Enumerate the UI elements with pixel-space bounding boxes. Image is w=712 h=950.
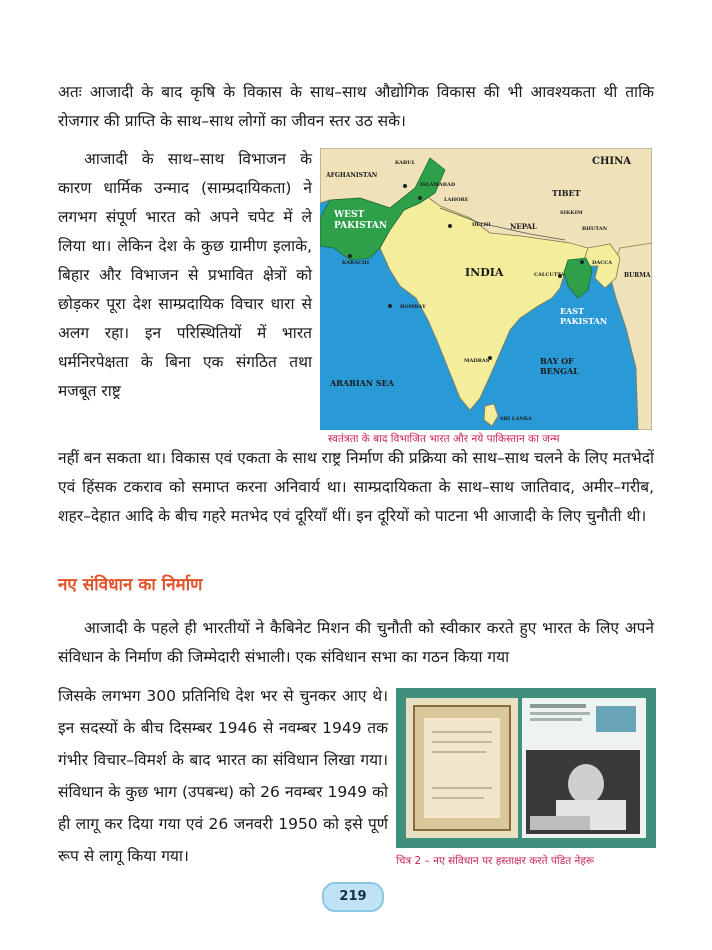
map-label-calcutta: CALCUTTA: [534, 272, 565, 278]
map-label-madras: MADRAS: [464, 358, 490, 364]
map-label-arabian-sea: ARABIAN SEA: [330, 378, 394, 388]
map-label-lahore: LAHORE: [444, 197, 469, 203]
map-label-dacca: DACCA: [592, 260, 613, 266]
map-label-delhi: DELHI: [472, 222, 491, 228]
map-label-kabul: KABUL: [395, 160, 416, 166]
map-label-afghanistan: AFGHANISTAN: [326, 172, 378, 179]
constitution-paragraph-part2: जिसके लगभग 300 प्रतिनिधि देश भर से चुनकर आए थे। इन सदस्यों के बीच दिसम्बर 1946 से नवम्बर 1949 तक गंभीर विचार–विमर्श के बाद भारत का संविधान लिखा गया। संविधान के कुछ भाग (उपबन्ध) को 26 नवम्बर 1949 को ही लागू कर दिया गया एवं 26 जनवरी 1950 को इसे पूर्ण रूप से लागू किया गया।: [58, 687, 388, 865]
map-label-islamabad: ISLAMABAD: [420, 182, 456, 188]
map-label-east-pakistan: EAST PAKISTAN: [560, 306, 608, 326]
section-heading: नए संविधान का निर्माण: [58, 575, 203, 595]
partition-paragraph-part1: आजादी के साथ–साथ विभाजन के कारण धार्मिक उन्माद (साम्प्रदायिकता) ने लगभग संपूर्ण भारत को अपने चपेट में ले लिया था। लेकिन देश के कुछ ग्रामीण इलाके, बिहार और विभाजन से प्रभावित क्षेत्रों को छोड़कर पूरा देश साम्प्रदायिक विचार धारा से अलग रहा। इन परिस्थितियों में भारत धर्मनिरपेक्षता के बिना एक संगठित तथा मजबूत राष्ट्र: [58, 150, 312, 400]
map-label-burma: BURMA: [624, 272, 651, 279]
photo-caption: चित्र 2 – नए संविधान पर हस्ताक्षर करते पंडित नेहरू: [396, 855, 595, 867]
map-label-tibet: TIBET: [552, 188, 581, 198]
page-number: 219: [322, 882, 384, 912]
intro-paragraph: अतः आजादी के बाद कृषि के विकास के साथ–साथ औद्योगिक विकास की भी आवश्यकता थी ताकि रोजगार की प्राप्ति के साथ–साथ लोगों का जीवन स्तर उठ सके।: [58, 83, 654, 130]
map-label-bombay: BOMBAY: [400, 304, 426, 310]
map-label-china: CHINA: [592, 156, 631, 167]
map-label-india: INDIA: [465, 266, 504, 279]
partition-map: [320, 148, 652, 430]
map-label-west-pakistan: WEST PAKISTAN: [334, 210, 388, 231]
map-label-sikkim: SIKKIM: [560, 210, 583, 216]
partition-paragraph-part2: नहीं बन सकता था। विकास एवं एकता के साथ राष्ट्र निर्माण की प्रक्रिया को साथ–साथ चलने के लिए मतभेदों एवं हिंसक टकराव को समाप्त करना अनिवार्य था। साम्प्रदायिकता के साथ–साथ जातिवाद, अमीर–गरीब, शहर–देहात आदि के बीच गहरे मतभेद एवं दूरियाँ थीं। इन दूरियों को पाटना भी आजादी के लिए चुनौती थी।: [58, 449, 654, 525]
constitution-signing-photo: [396, 688, 656, 848]
map-label-bay-of-bengal: BAY OF BENGAL: [540, 356, 579, 376]
map-label-sri-lanka: SRI LANKA: [500, 416, 532, 422]
map-caption: स्वतंत्रता के बाद विभाजित भारत और नये पाकिस्तान का जन्म: [328, 433, 560, 445]
map-label-bhutan: BHUTAN: [582, 226, 608, 232]
map-label-nepal: NEPAL: [510, 222, 537, 231]
map-label-karachi: KARACHI: [342, 260, 370, 266]
constitution-paragraph-part1: आजादी के पहले ही भारतीयों ने कैबिनेट मिशन की चुनौती को स्वीकार करते हुए भारत के लिए अपने संविधान के निर्माण की जिम्मेदारी संभाली। एक संविधान सभा का गठन किया गया: [58, 619, 654, 666]
